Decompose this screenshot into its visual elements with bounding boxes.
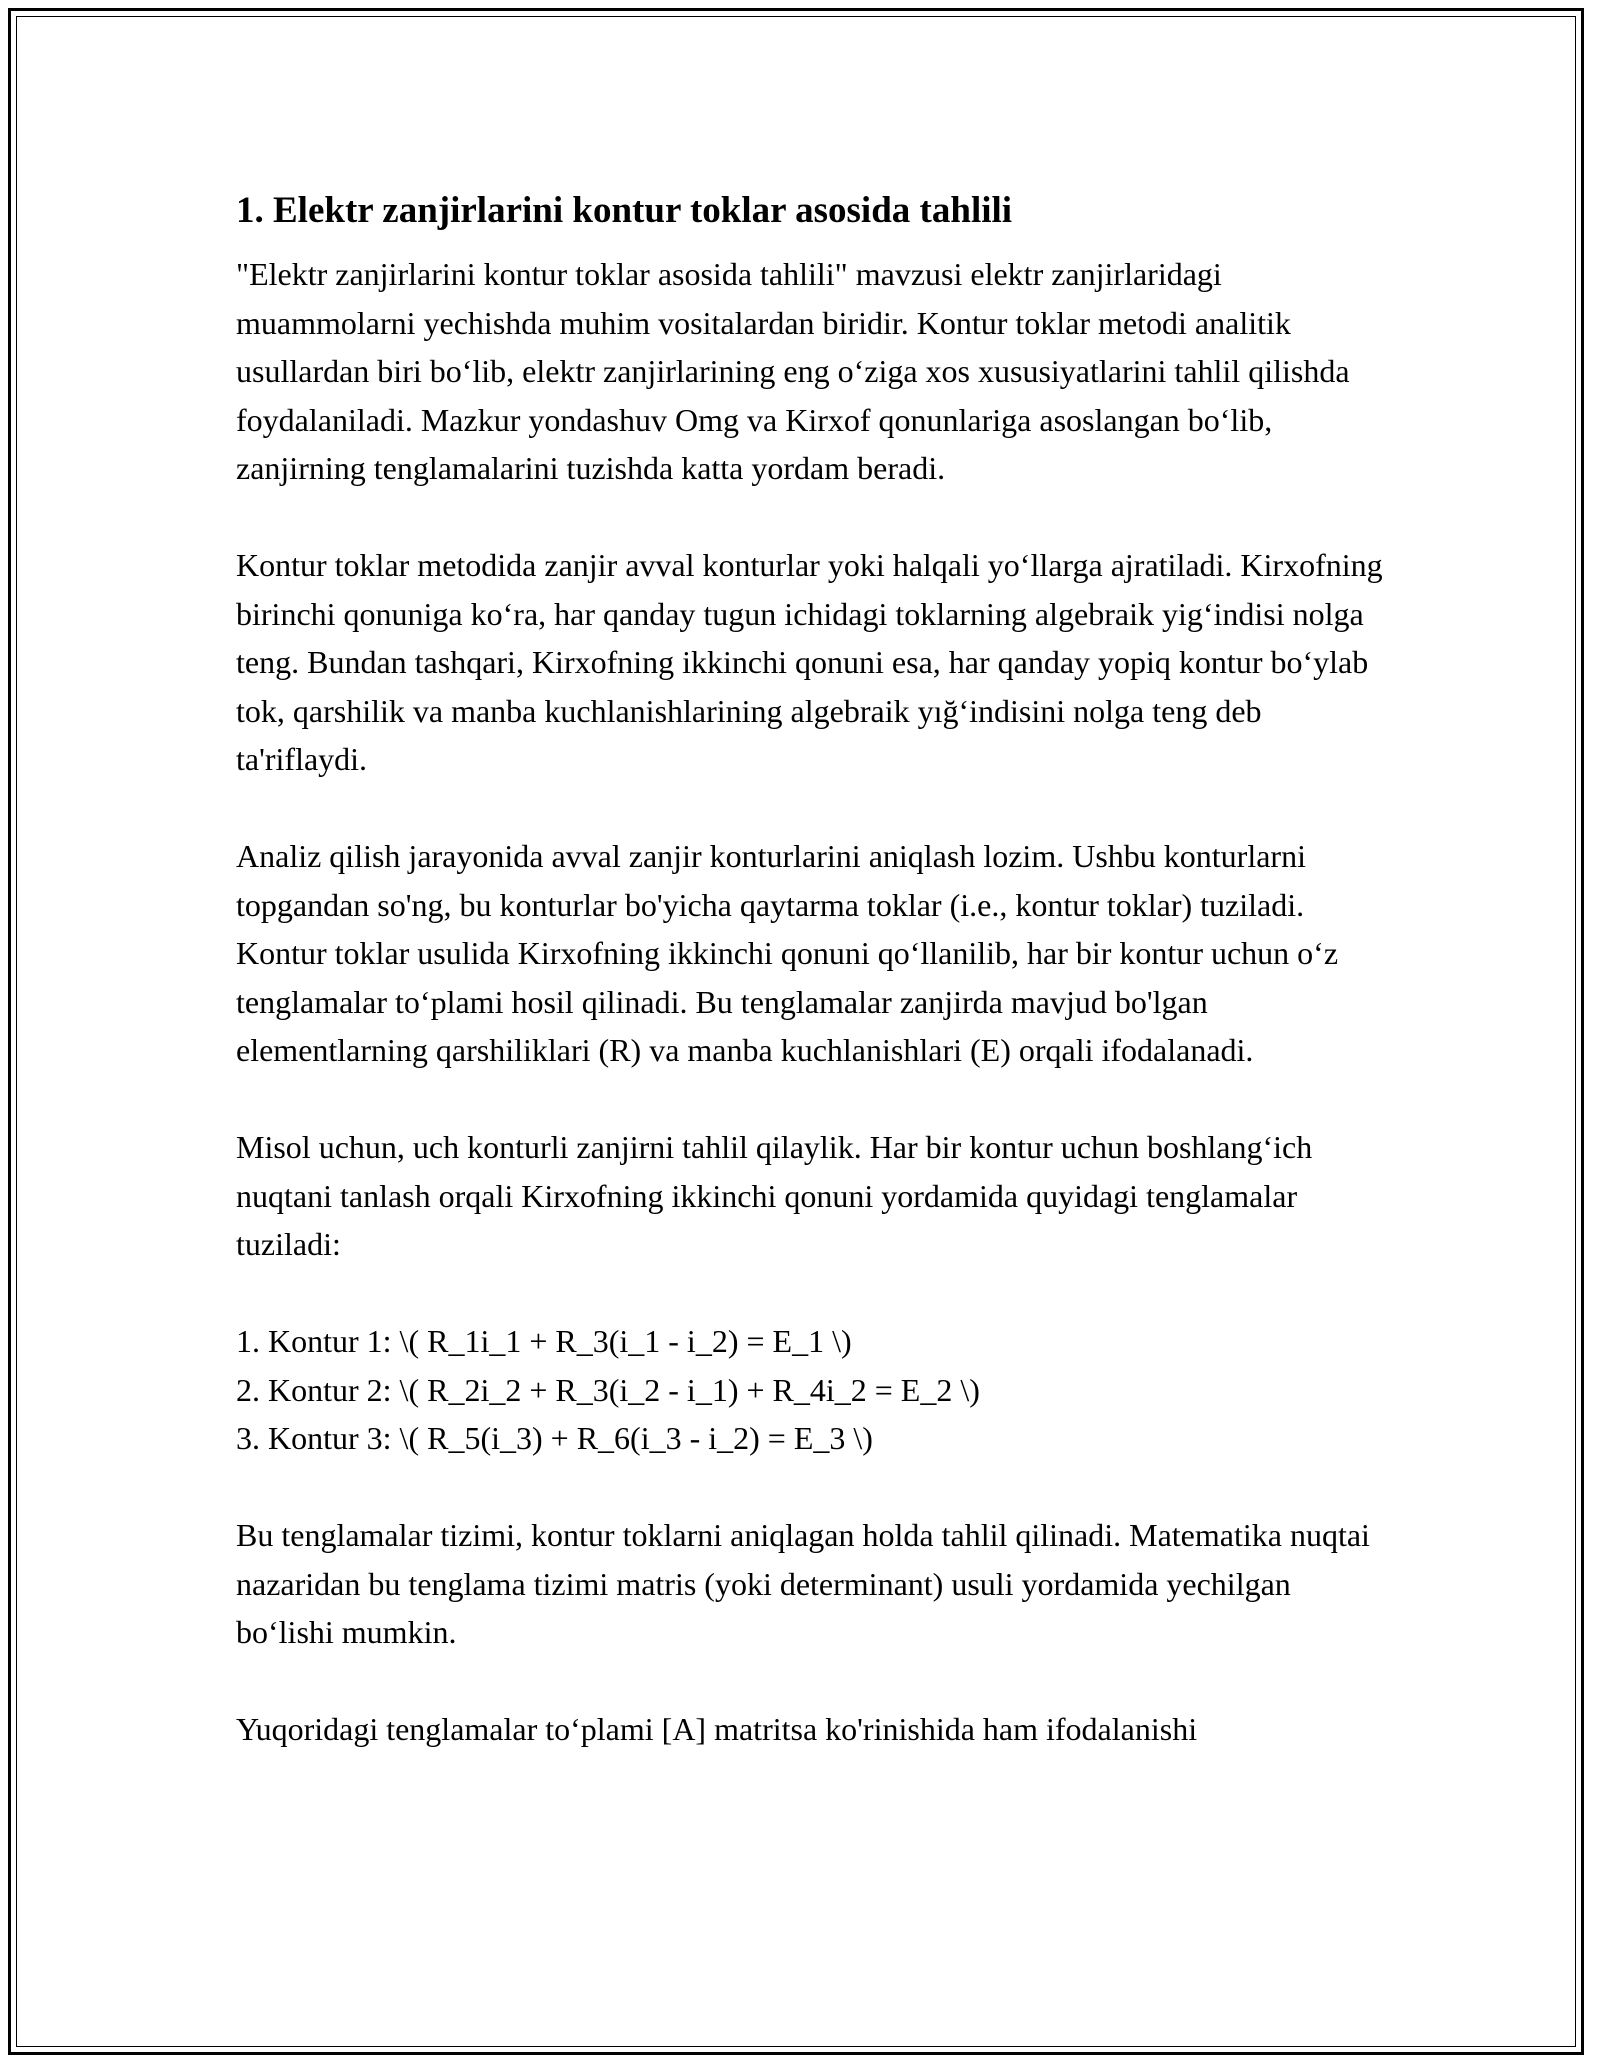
- paragraph-analysis: Analiz qilish jarayonida avval zanjir konturlarini aniqlash lozim. Ushbu konturlarni topgandan so'ng, bu konturlar bo'yicha qaytarma toklar (i.e., kontur toklar) tuziladi. Kontur toklar usulida Kirxofning ikkinchi qonuni qo‘llanilib, har bir kontur uchun o‘z tenglamalar to‘plami hosil qilinadi. Bu tenglamalar zanjirda mavjud bo'lgan elementlarning qarshiliklari (R) va manba kuchlanishlari (E) orqali ifodalanadi.: [236, 838, 1339, 1068]
- paragraph-example: Misol uchun, uch konturli zanjirni tahlil qilaylik. Har bir kontur uchun boshlang‘ich nuqtani tanlash orqali Kirxofning ikkinchi qonuni yordamida quyidagi tenglamalar tuziladi:: [236, 1129, 1313, 1262]
- equation-kontur-2: 2. Kontur 2: \( R_2i_2 + R_3(i_2 - i_1) + R_4i_2 = E_2 \): [236, 1371, 980, 1408]
- equation-kontur-3: 3. Kontur 3: \( R_5(i_3) + R_6(i_3 - i_2) = E_3 \): [236, 1420, 873, 1456]
- equation-kontur-1: 1. Kontur 1: \( R_1i_1 + R_3(i_1 - i_2) = E_1 \): [236, 1323, 852, 1359]
- equation-list: [236, 1317, 1386, 1463]
- paragraph-matrix: Yuqoridagi tenglamalar to‘plami [A] matritsa ko'rinishida ham ifodalanishi: [236, 1711, 1198, 1747]
- section-heading: 1. Elektr zanjirlarini kontur toklar asosida tahlili: [236, 190, 1013, 231]
- paragraph-kirchhoff: Kontur toklar metodida zanjir avval konturlar yoki halqali yo‘llarga ajratiladi. Kirxofning birinchi qonuniga ko‘ra, har qanday tugun ichidagi toklarning algebraik yig‘indisi nolga teng. Bundan tashqari, Kirxofning ikkinchi qonuni esa, har qanday yopiq kontur bo‘ylab tok, qarshilik va manba kuchlanishlarining algebraik yığ‘indisini nolga teng deb ta'riflaydi.: [236, 547, 1383, 777]
- paragraph-intro: "Elektr zanjirlarini kontur toklar asosida tahlili" mavzusi elektr zanjirlaridagi muammolarni yechishda muhim vositalardan biridir. Kontur toklar metodi analitik usullardan biri bo‘lib, elektr zanjirlarining eng o‘ziga xos xususiyatlarini tahlil qilishda foydalaniladi. Mazkur yondashuv Omg va Kirxof qonunlariga asoslangan bo‘lib, zanjirning tenglamalarini tuzishda katta yordam beradi.: [236, 256, 1350, 486]
- document-body: [236, 186, 1386, 1802]
- paragraph-system: Bu tenglamalar tizimi, kontur toklarni aniqlagan holda tahlil qilinadi. Matematika nuqtai nazaridan bu tenglama tizimi matris (yoki determinant) usuli yordamida yechilgan bo‘lishi mumkin.: [236, 1517, 1370, 1650]
